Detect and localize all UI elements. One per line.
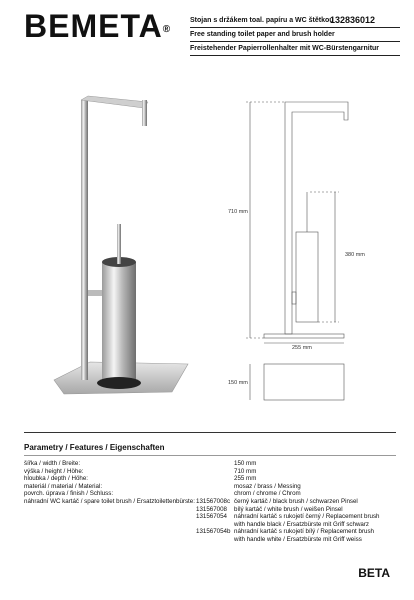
heading-underline: [24, 455, 396, 456]
technical-drawing: [240, 82, 400, 402]
product-code: 132836012: [330, 15, 376, 25]
table-row: šířka / width / Breite: 150 mm: [24, 460, 257, 467]
drawing-top-view: [264, 364, 344, 400]
table-row: 131567054 náhradní kartáč s rukojetí černý / Replacement brush: [196, 513, 380, 521]
product-photo: [20, 80, 220, 410]
table-row: 131567054b náhradní kartáč s rukojetí bílý / Replacement brush: [196, 528, 374, 536]
brand-logo: [24, 8, 171, 44]
table-row: povrch. úprava / finish / Schluss: chrom / chrome / Chrom: [24, 490, 301, 498]
logo-text: BEMETA: [24, 8, 163, 44]
table-row: výška / height / Höhe: 710 mm: [24, 467, 257, 475]
drawing-base: [264, 334, 344, 338]
title-cz: Stojan s držákem toal. papíru a WC štětkou: [190, 14, 400, 28]
registered-mark: ®: [162, 24, 172, 35]
paper-holder-end: [142, 100, 147, 126]
table-row: with handle black / Ersatzbürste mit Griff schwarz: [234, 520, 370, 528]
params-heading: Parametry / Features / Eigenschaften: [24, 443, 165, 452]
height-dimension: 710 mm: [228, 209, 248, 215]
title-de: Freistehender Papierrollenhalter mit WC-Bürstengarnitur: [190, 42, 400, 56]
product-name: BETA: [358, 566, 390, 580]
brush-handle: [117, 224, 121, 264]
brush-container: [102, 262, 136, 382]
brush-dimension: 380 mm: [345, 252, 365, 258]
brush-bowl: [97, 377, 141, 389]
section-divider: [24, 432, 396, 433]
depth-dimension: 150 mm: [228, 380, 248, 386]
drawing-brush-cylinder: [296, 232, 318, 322]
table-row: materiál / material / Material: mosaz / brass / Messing: [24, 482, 301, 490]
table-row: náhradní WC kartáč / spare toilet brush / Ersatztoilettenbürste: 131567008c černý kartáč / black brush / schwarzen Pinsel: [24, 497, 358, 505]
title-en: Free standing toilet paper and brush holder: [190, 28, 400, 42]
stand-pole: [81, 100, 88, 380]
table-row: 131567008 bílý kartáč / white brush / weißen Pinsel: [196, 505, 343, 513]
table-row: hloubka / depth / Höhe: 255 mm: [24, 475, 257, 483]
table-row: with handle white / Ersatzbürste mit Griff weiss: [234, 535, 362, 543]
width-dimension: 255 mm: [292, 345, 312, 351]
paper-arm: [81, 96, 148, 108]
drawing-stand-outline: [285, 102, 348, 334]
params-table: [24, 460, 396, 544]
